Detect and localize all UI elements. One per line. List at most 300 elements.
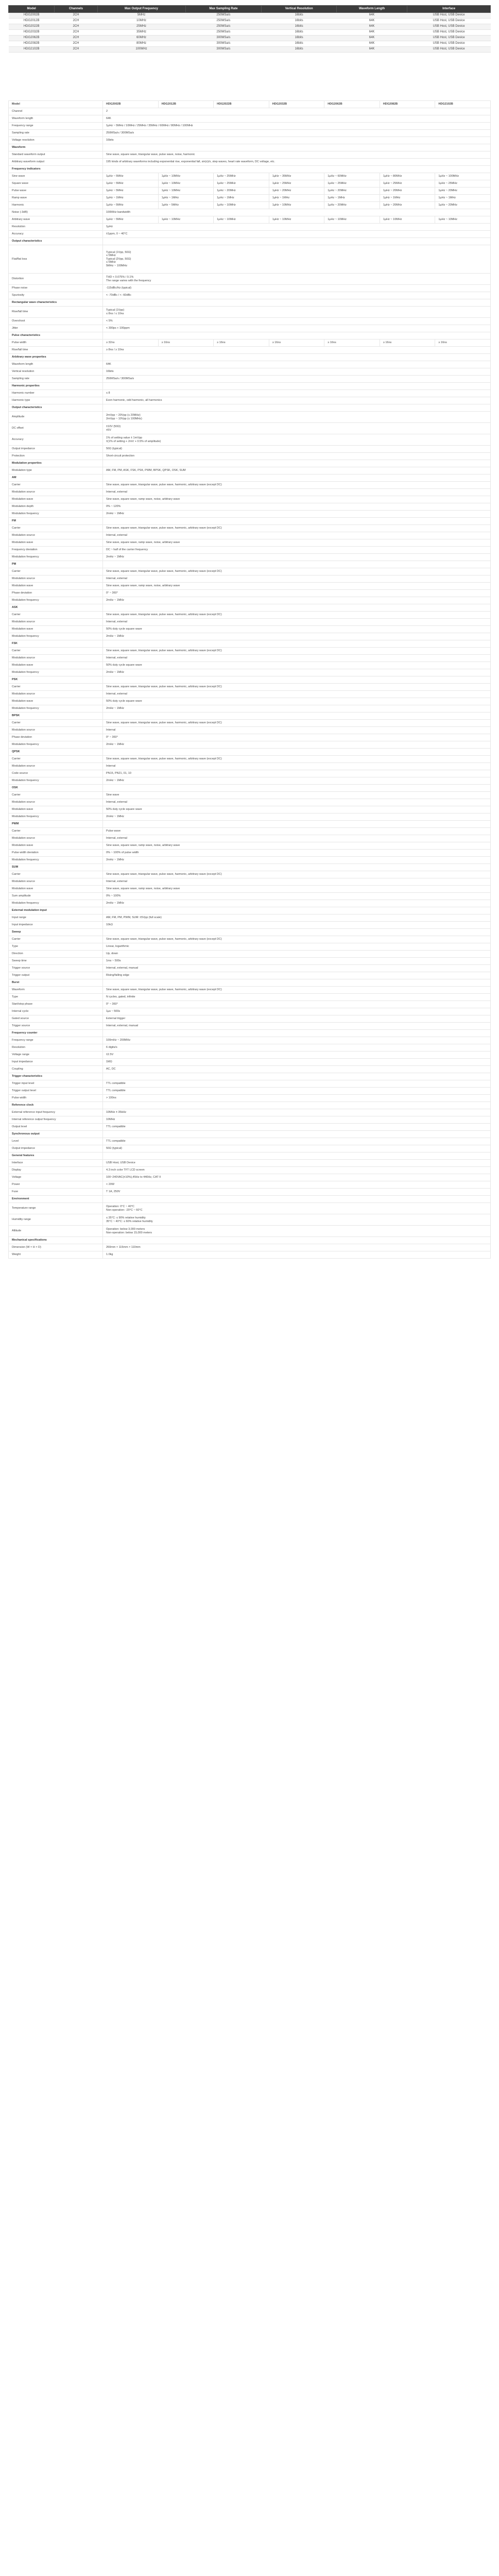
- spec-row: [9, 893, 491, 900]
- spec-value-cell: HDG2062B: [324, 101, 380, 108]
- spec-value: Internal: [103, 727, 491, 734]
- spec-label: Carrier: [9, 684, 103, 691]
- spec-value: 1MΩ: [103, 1059, 491, 1066]
- spec-label: External modulation input: [9, 907, 103, 914]
- spec-value-cell: 1µHz ~ 10MHz: [214, 216, 269, 224]
- spec-label: Modulation frequency: [9, 511, 103, 518]
- spec-row: [9, 1015, 491, 1023]
- summary-cell: 80MHz: [97, 41, 185, 47]
- spec-value: Even harmonic, odd harmonic, all harmonics: [103, 397, 491, 404]
- spec-row: [9, 1138, 491, 1145]
- spec-value: [103, 1214, 491, 1226]
- spec-value: 260mm × 115mm × 110mm: [103, 1244, 491, 1251]
- summary-cell: 300MSa/s: [185, 41, 262, 47]
- spec-value: Sine wave, square wave, triangular wave, pulse wave, harmonic, arbitrary wave (except DC): [103, 648, 491, 655]
- summary-row: [9, 24, 491, 30]
- spec-value-cell: 1µHz ~ 25MHz: [435, 180, 491, 188]
- spec-value-cell: 1µHz ~ 20MHz: [380, 188, 435, 195]
- spec-label: Level: [9, 1138, 103, 1145]
- spec-value: 2mHz ~ 1MHz: [103, 511, 491, 518]
- spec-row: [9, 619, 491, 626]
- spec-row: [9, 299, 491, 307]
- spec-value-cell: 1µHz ~ 5MHz: [103, 216, 159, 224]
- spec-value: [103, 354, 491, 361]
- summary-cell: 16bits: [262, 30, 337, 36]
- spec-row: [9, 994, 491, 1001]
- spec-label: BPSK: [9, 713, 103, 720]
- spec-value: [103, 1073, 491, 1080]
- summary-cell: HDG2012B: [9, 19, 55, 24]
- spec-value: [103, 307, 491, 318]
- summary-header-row: [9, 6, 491, 13]
- spec-value: 2mHz ~ 1MHz: [103, 741, 491, 749]
- spec-row: [9, 503, 491, 511]
- spec-row: [9, 1203, 491, 1214]
- spec-row: [9, 583, 491, 590]
- spec-label: Voltage: [9, 1174, 103, 1181]
- spec-value-line: ±5V: [106, 428, 111, 432]
- spec-value: [103, 749, 491, 756]
- spec-label: Interface: [9, 1160, 103, 1167]
- spec-row: [9, 951, 491, 958]
- spec-value-cell: 1µHz ~ 1MHz: [103, 195, 159, 202]
- spec-value-cell: 1µHz ~ 5MHz: [103, 202, 159, 209]
- summary-cell: 100MHz: [97, 47, 185, 53]
- spec-value: 50% duty cycle square wave: [103, 806, 491, 814]
- spec-row: [9, 397, 491, 404]
- spec-label: Modulation source: [9, 878, 103, 886]
- spec-label: Sweep time: [9, 958, 103, 965]
- spec-value: [103, 907, 491, 914]
- spec-row: [9, 1116, 491, 1124]
- spec-label: Ramp wave: [9, 195, 103, 202]
- summary-cell: 16bits: [262, 24, 337, 30]
- spec-label: Input impedance: [9, 1059, 103, 1066]
- spec-label: Weight: [9, 1251, 103, 1259]
- spec-row: [9, 871, 491, 878]
- spec-value: Internal, external: [103, 878, 491, 886]
- summary-cell: USB Host, USB Device: [407, 47, 491, 53]
- spec-label: Modulation type: [9, 467, 103, 474]
- spec-value-cell: 1µHz ~ 100MHz: [435, 173, 491, 180]
- spec-row: [9, 561, 491, 568]
- spec-value: 1ms ~ 500s: [103, 958, 491, 965]
- spec-label: Modulation properties: [9, 460, 103, 467]
- spec-row: [9, 332, 491, 340]
- spec-row: [9, 575, 491, 583]
- summary-cell: 64K: [336, 13, 407, 19]
- spec-value: 6 digits/s: [103, 1044, 491, 1052]
- spec-row: [9, 640, 491, 648]
- summary-cell: 2CH: [55, 41, 97, 47]
- spec-row: [9, 474, 491, 482]
- summary-cell: 250MSa/s: [185, 24, 262, 30]
- spec-row: [9, 655, 491, 662]
- summary-cell: 64K: [336, 36, 407, 41]
- summary-header-cell: Model: [9, 6, 55, 13]
- spec-label: Environment: [9, 1196, 103, 1203]
- spec-value: 100~240VAC(±10%),45Hz to 440Hz, CAT II: [103, 1174, 491, 1181]
- spec-value-cell: 1µHz ~ 10MHz: [435, 216, 491, 224]
- summary-row: [9, 41, 491, 47]
- specification-table: [8, 100, 491, 1259]
- spec-row: [9, 720, 491, 727]
- spec-value: 2mHz ~ 1MHz: [103, 857, 491, 864]
- spec-value-cell: 1µHz ~ 1MHz: [380, 195, 435, 202]
- spec-label: Pulse width: [9, 1095, 103, 1102]
- spec-value-line: 35°C ~ 40°C: ≤ 60% relative humidity: [106, 1219, 153, 1223]
- spec-value: -115dBc/Hz (typical): [103, 285, 491, 292]
- spec-label: Modulation wave: [9, 496, 103, 503]
- spec-label: Carrier: [9, 568, 103, 575]
- spec-row: [9, 604, 491, 612]
- spec-label: Sampling rate: [9, 376, 103, 383]
- spec-value-line: Non-operation: below 15,000 meters: [106, 1231, 152, 1234]
- spec-value: Internal, external: [103, 619, 491, 626]
- spec-value: Internal, external, manual: [103, 965, 491, 972]
- spec-label: Carrier: [9, 756, 103, 763]
- spec-value: Internal, external: [103, 835, 491, 842]
- spec-label: Protection: [9, 453, 103, 460]
- spec-value: 1µHz ~ 5MHz / 10MHz / 25MHz / 35MHz / 60MHz / 80MHz / 100MHz: [103, 123, 491, 130]
- spec-row: [9, 347, 491, 354]
- spec-label: Trigger input level: [9, 1080, 103, 1088]
- spec-label: Frequency range: [9, 1037, 103, 1044]
- spec-row: [9, 698, 491, 705]
- spec-value-cell: HDG2102B: [435, 101, 491, 108]
- spec-label: Amplitude: [9, 412, 103, 423]
- spec-label: Phase deviation: [9, 590, 103, 597]
- summary-cell: 60MHz: [97, 36, 185, 41]
- spec-row: [9, 238, 491, 245]
- spec-label: Code source: [9, 770, 103, 777]
- spec-label: Modulation frequency: [9, 554, 103, 561]
- spec-value-line: Typical (2Vpp, 50Ω): [106, 257, 131, 261]
- spec-value-cell: HDG2082B: [380, 101, 435, 108]
- spec-row: [9, 929, 491, 936]
- summary-cell: 35MHz: [97, 30, 185, 36]
- summary-cell: 16bits: [262, 47, 337, 53]
- spec-value-line: The range varies with the frequency: [106, 279, 151, 282]
- spec-label: Mechanical specifications: [9, 1237, 103, 1244]
- summary-cell: 64K: [336, 19, 407, 24]
- spec-label: Waveform length: [9, 115, 103, 123]
- summary-cell: 2CH: [55, 30, 97, 36]
- spec-row: [9, 340, 491, 347]
- spec-label: Rise/fall time: [9, 307, 103, 318]
- spec-row: [9, 1037, 491, 1044]
- spec-row: [9, 383, 491, 390]
- summary-cell: USB Host, USB Device: [407, 19, 491, 24]
- summary-cell: 64K: [336, 41, 407, 47]
- summary-cell: HDG2082B: [9, 41, 55, 47]
- spec-value: AM, FM, PM, PWM, SUM: ±5Vpp (full scale): [103, 914, 491, 922]
- spec-value: 0° ~ 360°: [103, 1001, 491, 1008]
- spec-value: Sine wave, square wave, ramp wave, noise, arbitrary wave: [103, 842, 491, 850]
- spec-row: [9, 216, 491, 224]
- spec-row: [9, 1059, 491, 1066]
- spec-table-wrapper: [8, 100, 491, 1259]
- spec-row: [9, 1196, 491, 1203]
- spec-label: Display: [9, 1167, 103, 1174]
- spec-label: Accuracy: [9, 231, 103, 238]
- spec-value: [103, 474, 491, 482]
- summary-cell: 64K: [336, 24, 407, 30]
- spec-value: Pulse wave: [103, 828, 491, 835]
- summary-cell: 16bits: [262, 41, 337, 47]
- spec-value: TTL compatible: [103, 1088, 491, 1095]
- spec-value-cell: HDG2002B: [103, 101, 159, 108]
- spec-value-cell: 1µHz ~ 1MHz: [214, 195, 269, 202]
- spec-row: [9, 979, 491, 987]
- spec-value: USB Host, USB Device: [103, 1160, 491, 1167]
- summary-cell: 16bits: [262, 19, 337, 24]
- spec-label: Trigger output: [9, 972, 103, 979]
- spec-value: 0% ~ 100%: [103, 893, 491, 900]
- spec-label: Pulse wave: [9, 188, 103, 195]
- spec-label: Waveform: [9, 144, 103, 151]
- spec-value: < 20W: [103, 1181, 491, 1189]
- summary-cell: HDG2002B: [9, 13, 55, 19]
- spec-row: [9, 1088, 491, 1095]
- spec-label: Input range: [9, 914, 103, 922]
- spec-value-cell: 1µHz ~ 5MHz: [103, 180, 159, 188]
- spec-label: Trigger source: [9, 1023, 103, 1030]
- spec-row: [9, 1109, 491, 1116]
- spec-label: Distortion: [9, 274, 103, 285]
- summary-cell: USB Host, USB Device: [407, 24, 491, 30]
- spec-label: SUM: [9, 864, 103, 871]
- spec-row: [9, 423, 491, 434]
- spec-label: PM: [9, 561, 103, 568]
- summary-cell: USB Host, USB Device: [407, 36, 491, 41]
- spec-value-line: ±10V (50Ω): [106, 425, 121, 428]
- spec-value: 10MHz: [103, 1116, 491, 1124]
- summary-cell: USB Host, USB Device: [407, 30, 491, 36]
- spec-value: Linear, logarithmic: [103, 943, 491, 951]
- spec-label: Harmonic: [9, 202, 103, 209]
- spec-row: [9, 1251, 491, 1259]
- spec-value: 1.0kg: [103, 1251, 491, 1259]
- spec-row: [9, 1080, 491, 1088]
- spec-value: [103, 561, 491, 568]
- spec-row: [9, 1174, 491, 1181]
- spec-value: Sine wave: [103, 792, 491, 799]
- spec-row: [9, 1145, 491, 1153]
- spec-row: [9, 318, 491, 325]
- spec-label: Carrier: [9, 936, 103, 943]
- summary-cell: 250MSa/s: [185, 19, 262, 24]
- spec-value-cell: 1µHz ~ 25MHz: [380, 180, 435, 188]
- spec-row: [9, 886, 491, 893]
- spec-label: Gated source: [9, 1015, 103, 1023]
- spec-value: 64K: [103, 361, 491, 368]
- spec-value: [103, 821, 491, 828]
- spec-row: [9, 806, 491, 814]
- spec-value-line: Operation: below 3,000 meters: [106, 1227, 145, 1231]
- spec-row: [9, 467, 491, 474]
- spec-label: Harmonic number: [9, 390, 103, 397]
- spec-label: Carrier: [9, 612, 103, 619]
- spec-row: [9, 496, 491, 503]
- spec-row: [9, 368, 491, 376]
- spec-value-line: 1% of setting value ± 1mVpp: [106, 436, 142, 439]
- spec-value: ≤ 8: [103, 390, 491, 397]
- spec-value: Internal, external: [103, 655, 491, 662]
- spec-label: Overshoot: [9, 318, 103, 325]
- summary-cell: HDG2032B: [9, 30, 55, 36]
- spec-label: Modulation source: [9, 799, 103, 806]
- spec-label: Humidity range: [9, 1214, 103, 1226]
- spec-label: Synchronous output: [9, 1131, 103, 1138]
- spec-row: [9, 821, 491, 828]
- spec-value: Up, down: [103, 951, 491, 958]
- spec-value-cell: 1µHz ~ 10MHz: [380, 216, 435, 224]
- spec-label: Output impedance: [9, 1145, 103, 1153]
- summary-header-cell: Max Output Frequency: [97, 6, 185, 13]
- spec-row: [9, 850, 491, 857]
- spec-row: [9, 1066, 491, 1073]
- spec-row: [9, 482, 491, 489]
- spec-row: [9, 958, 491, 965]
- spec-row: [9, 231, 491, 238]
- spec-row: [9, 1214, 491, 1226]
- spec-row: [9, 1226, 491, 1237]
- spec-label: Modulation source: [9, 835, 103, 842]
- spec-value: 2mHz ~ 1MHz: [103, 900, 491, 907]
- spec-value-cell: 1µHz ~ 20MHz: [269, 188, 324, 195]
- spec-value: Sine wave, square wave, triangular wave, pulse wave, harmonic, arbitrary wave (except DC): [103, 756, 491, 763]
- spec-row: [9, 1052, 491, 1059]
- spec-label: Modulation frequency: [9, 857, 103, 864]
- spec-value-cell: 1µHz ~ 20MHz: [324, 202, 380, 209]
- spec-value: 10kΩ: [103, 922, 491, 929]
- spec-row: [9, 274, 491, 285]
- spec-label: Output characteristics: [9, 238, 103, 245]
- spec-label: Phase deviation: [9, 734, 103, 741]
- spec-value-line: ≤ 5MHz: [106, 254, 116, 258]
- spec-row: [9, 180, 491, 188]
- spec-row: [9, 123, 491, 130]
- spec-value: [103, 434, 491, 446]
- spec-value: [103, 929, 491, 936]
- spec-row: [9, 907, 491, 914]
- spec-value: 2mHz ~ 1MHz: [103, 554, 491, 561]
- spec-label: Pulse characteristics: [9, 332, 103, 340]
- spec-value: Sine wave, square wave, ramp wave, noise, arbitrary wave: [103, 496, 491, 503]
- spec-label: FSK: [9, 640, 103, 648]
- spec-value: Sine wave, square wave, triangular wave, pulse wave, harmonic, arbitrary wave (except DC): [103, 568, 491, 575]
- spec-label: Fuse: [9, 1189, 103, 1196]
- spec-label: Internal reference output frequency: [9, 1116, 103, 1124]
- spec-value: T 1A, 250V: [103, 1189, 491, 1196]
- spec-value: 1µs ~ 500s: [103, 1008, 491, 1015]
- spec-row: [9, 676, 491, 684]
- spec-value: 16bits: [103, 368, 491, 376]
- spec-row: [9, 785, 491, 792]
- spec-row: [9, 1189, 491, 1196]
- spec-value-cell: 1µHz ~ 10MHz: [158, 216, 214, 224]
- spec-value: 2mHz ~ 1MHz: [103, 814, 491, 821]
- spec-row: [9, 727, 491, 734]
- spec-label: Type: [9, 943, 103, 951]
- spec-row: [9, 669, 491, 676]
- spec-row: [9, 734, 491, 741]
- spec-row: [9, 412, 491, 423]
- spec-label: Waveform length: [9, 361, 103, 368]
- spec-value: Sine wave, square wave, triangular wave, pulse wave, harmonic, arbitrary wave (except DC): [103, 720, 491, 727]
- spec-label: Modulation wave: [9, 698, 103, 705]
- spec-value: [103, 1237, 491, 1244]
- spec-row: [9, 1073, 491, 1080]
- spec-value-cell: 1µHz ~ 20MHz: [380, 202, 435, 209]
- spec-row: [9, 914, 491, 922]
- spec-row: [9, 864, 491, 871]
- spec-value: 2mHz ~ 1MHz: [103, 777, 491, 785]
- summary-cell: 16bits: [262, 36, 337, 41]
- spec-label: Modulation source: [9, 489, 103, 496]
- spec-row: [9, 741, 491, 749]
- spec-value: Internal, external: [103, 489, 491, 496]
- spec-label: Modulation frequency: [9, 669, 103, 676]
- spec-value-cell: 1µHz ~ 10MHz: [269, 216, 324, 224]
- spec-value: [103, 518, 491, 525]
- spec-label: Direction: [9, 951, 103, 958]
- spec-value: Rising/falling edge: [103, 972, 491, 979]
- spec-label: Channel: [9, 108, 103, 115]
- spec-value: [103, 423, 491, 434]
- spec-label: Carrier: [9, 482, 103, 489]
- spec-row: [9, 705, 491, 713]
- summary-cell: 250MSa/s: [185, 30, 262, 36]
- spec-value-cell: ≥ 16ns: [214, 340, 269, 347]
- spec-row: [9, 518, 491, 525]
- spec-value-cell: ≥ 16ns: [380, 340, 435, 347]
- spec-label: Standard waveform output: [9, 151, 103, 159]
- spec-label: Resolution: [9, 1044, 103, 1052]
- spec-row: [9, 434, 491, 446]
- spec-label: Noise (-3dB): [9, 209, 103, 216]
- spec-label: General features: [9, 1153, 103, 1160]
- spec-row: [9, 195, 491, 202]
- spec-label: Jitter: [9, 325, 103, 332]
- spec-value-cell: 1µHz ~ 5MHz: [158, 202, 214, 209]
- spec-value: [103, 604, 491, 612]
- spec-label: Output level: [9, 1124, 103, 1131]
- spec-value-cell: 1µHz ~ 35MHz: [269, 173, 324, 180]
- spec-value: 2mHz ~ 1MHz: [103, 633, 491, 640]
- spec-value: 2mHz ~ 1MHz: [103, 705, 491, 713]
- spec-row: [9, 307, 491, 318]
- spec-row: [9, 511, 491, 518]
- spec-label: External reference input frequency: [9, 1109, 103, 1116]
- spec-row: [9, 749, 491, 756]
- spec-label: Trigger characteristics: [9, 1073, 103, 1080]
- spec-row: [9, 101, 491, 108]
- spec-row: [9, 568, 491, 575]
- spec-row: [9, 224, 491, 231]
- spec-label: Rise/fall time: [9, 347, 103, 354]
- spec-label: Modulation frequency: [9, 900, 103, 907]
- spec-value-cell: 1µHz ~ 20MHz: [435, 202, 491, 209]
- spec-label: Pulse width: [9, 340, 103, 347]
- spec-value: 50% duty cycle square wave: [103, 662, 491, 669]
- spec-label: Pulse width deviation: [9, 850, 103, 857]
- spec-row: [9, 900, 491, 907]
- spec-value: TTL compatible: [103, 1124, 491, 1131]
- spec-label: Modulation wave: [9, 626, 103, 633]
- spec-label: Sampling rate: [9, 130, 103, 137]
